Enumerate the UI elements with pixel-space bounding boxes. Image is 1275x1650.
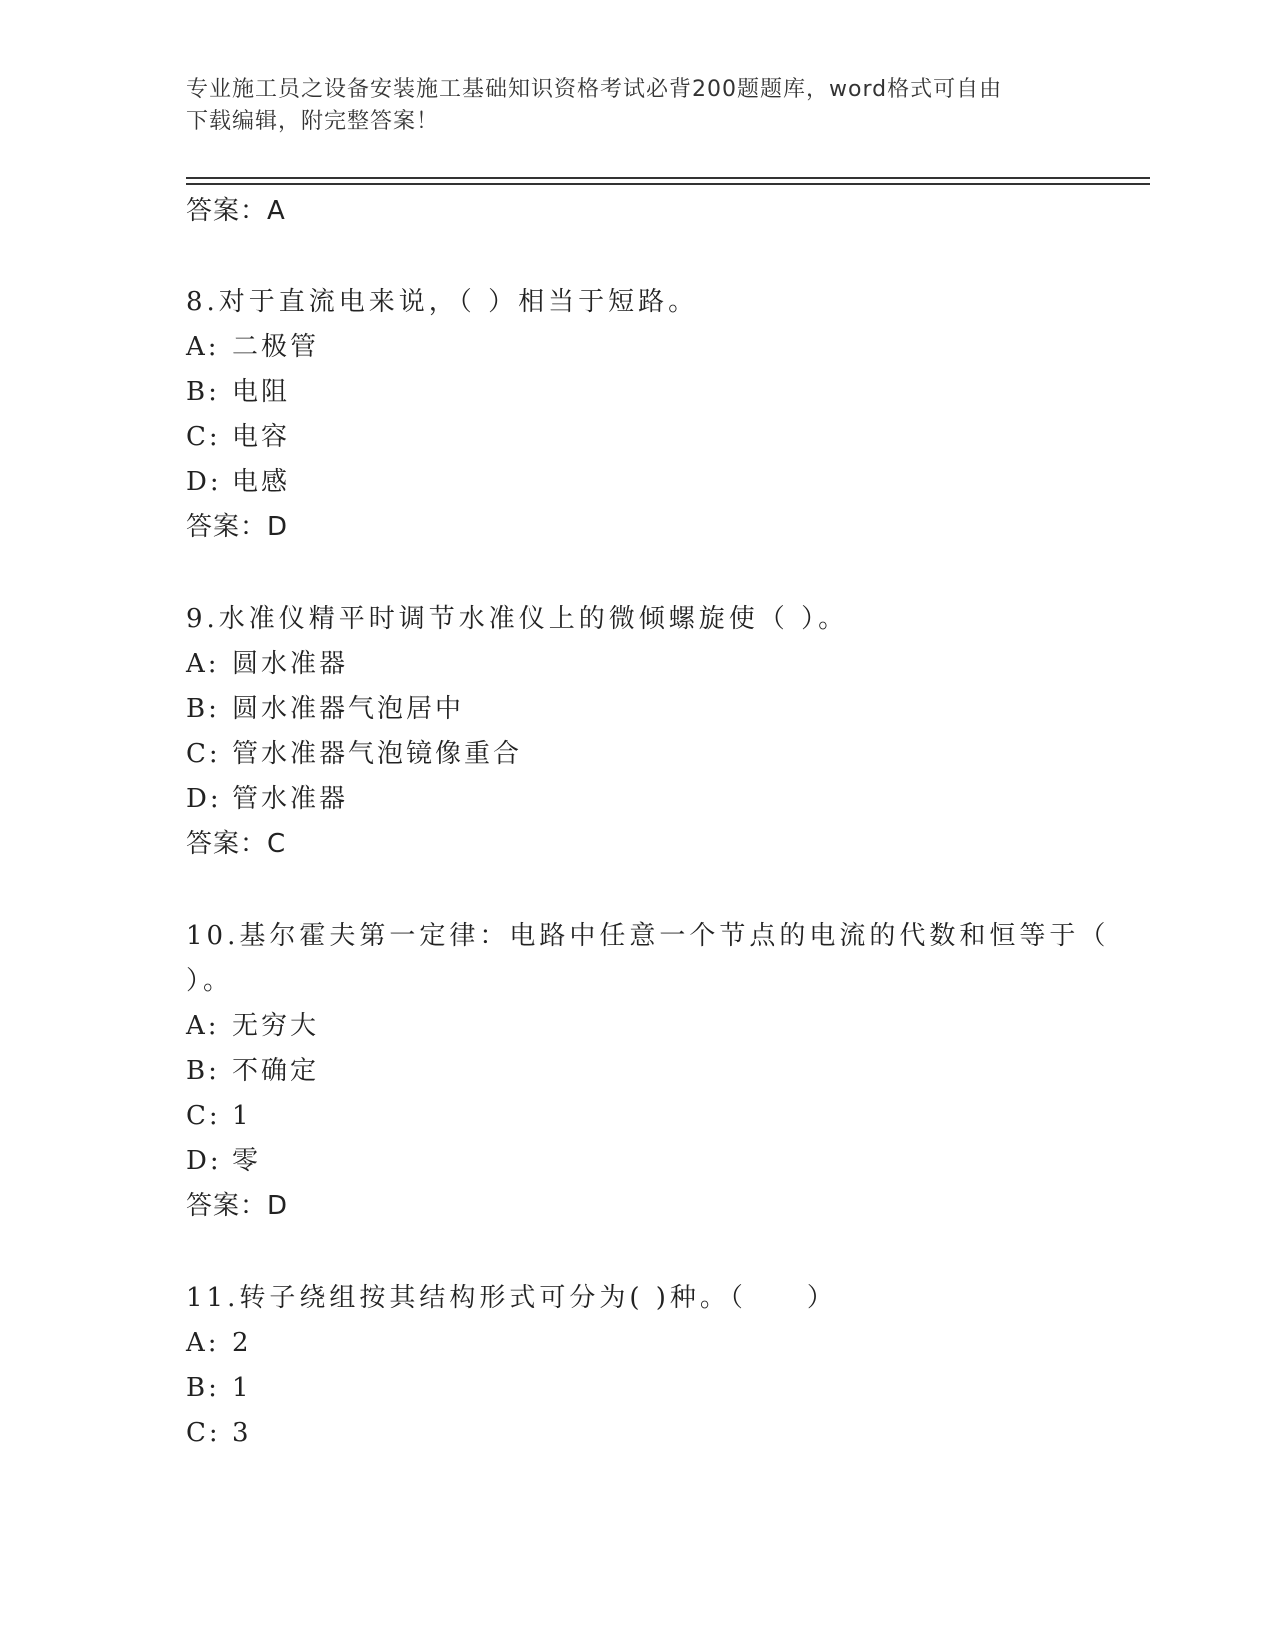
- option-text: 二极管: [232, 332, 320, 362]
- question-8-option-d: [186, 466, 290, 498]
- question-9-option-a: [186, 648, 348, 680]
- option-key: A:: [186, 1011, 220, 1041]
- option-text: 管水准器气泡镜像重合: [232, 739, 523, 769]
- question-8-option-a: [186, 331, 319, 363]
- option-text: 电容: [232, 422, 291, 452]
- question-11-text: 11.转子绕组按其结构形式可分为( )种。（ ）: [186, 1283, 837, 1313]
- option-text: 电阻: [232, 377, 291, 407]
- option-key: B:: [186, 1373, 220, 1403]
- header-divider-top: [186, 177, 1150, 179]
- option-key: A:: [186, 1328, 220, 1358]
- answer-q10: 答案：D: [186, 1191, 289, 1221]
- option-text: 1: [232, 1373, 252, 1403]
- answer-q9: 答案：C: [186, 829, 287, 859]
- option-key: C:: [186, 1101, 221, 1131]
- question-10-option-a: [186, 1010, 319, 1042]
- option-text: 1: [232, 1101, 252, 1131]
- option-text: 管水准器: [232, 784, 349, 814]
- option-key: D:: [186, 467, 222, 497]
- question-11-option-a: [186, 1327, 252, 1359]
- question-8-text: 8.对于直流电来说，（ ）相当于短路。: [186, 287, 699, 317]
- option-text: 2: [232, 1328, 252, 1358]
- answer-q8: 答案：D: [186, 512, 289, 542]
- question-10-text-line-1: 10.基尔霍夫第一定律：电路中任意一个节点的电流的代数和恒等于（: [186, 921, 1110, 951]
- question-9-option-b: [186, 693, 464, 725]
- option-text: 零: [232, 1146, 262, 1176]
- option-key: D:: [186, 1146, 222, 1176]
- option-key: D:: [186, 784, 222, 814]
- question-9-option-d: [186, 783, 348, 815]
- option-text: 圆水准器: [232, 649, 349, 679]
- option-key: B:: [186, 1056, 220, 1086]
- option-text: 无穷大: [232, 1011, 320, 1041]
- question-8-option-b: [186, 376, 290, 408]
- option-key: C:: [186, 739, 221, 769]
- option-key: C:: [186, 1418, 221, 1448]
- question-11-option-b: [186, 1372, 252, 1404]
- option-key: C:: [186, 422, 221, 452]
- question-9-text: 9.水准仪精平时调节水准仪上的微倾螺旋使（ ）。: [186, 604, 849, 634]
- question-10-option-b: [186, 1055, 319, 1087]
- question-10-option-d: [186, 1145, 261, 1177]
- question-10-text-line-2: ）。: [186, 966, 234, 996]
- option-text: 电感: [232, 467, 291, 497]
- header-line-1: 专业施工员之设备安装施工基础知识资格考试必背200题题库，word格式可自由: [186, 77, 1003, 102]
- option-key: B:: [186, 694, 220, 724]
- option-text: 圆水准器气泡居中: [232, 694, 465, 724]
- question-8-option-c: [186, 421, 290, 453]
- answer-q7: 答案：A: [186, 196, 286, 226]
- option-key: A:: [186, 332, 220, 362]
- document-header: [186, 74, 1086, 138]
- option-key: A:: [186, 649, 220, 679]
- question-10-option-c: [186, 1100, 252, 1132]
- option-text: 3: [232, 1418, 252, 1448]
- question-11-option-c: [186, 1417, 252, 1449]
- question-9-option-c: [186, 738, 522, 770]
- option-key: B:: [186, 377, 220, 407]
- header-divider-bottom: [186, 183, 1150, 185]
- option-text: 不确定: [232, 1056, 320, 1086]
- header-line-2: 下载编辑，附完整答案！: [186, 109, 440, 134]
